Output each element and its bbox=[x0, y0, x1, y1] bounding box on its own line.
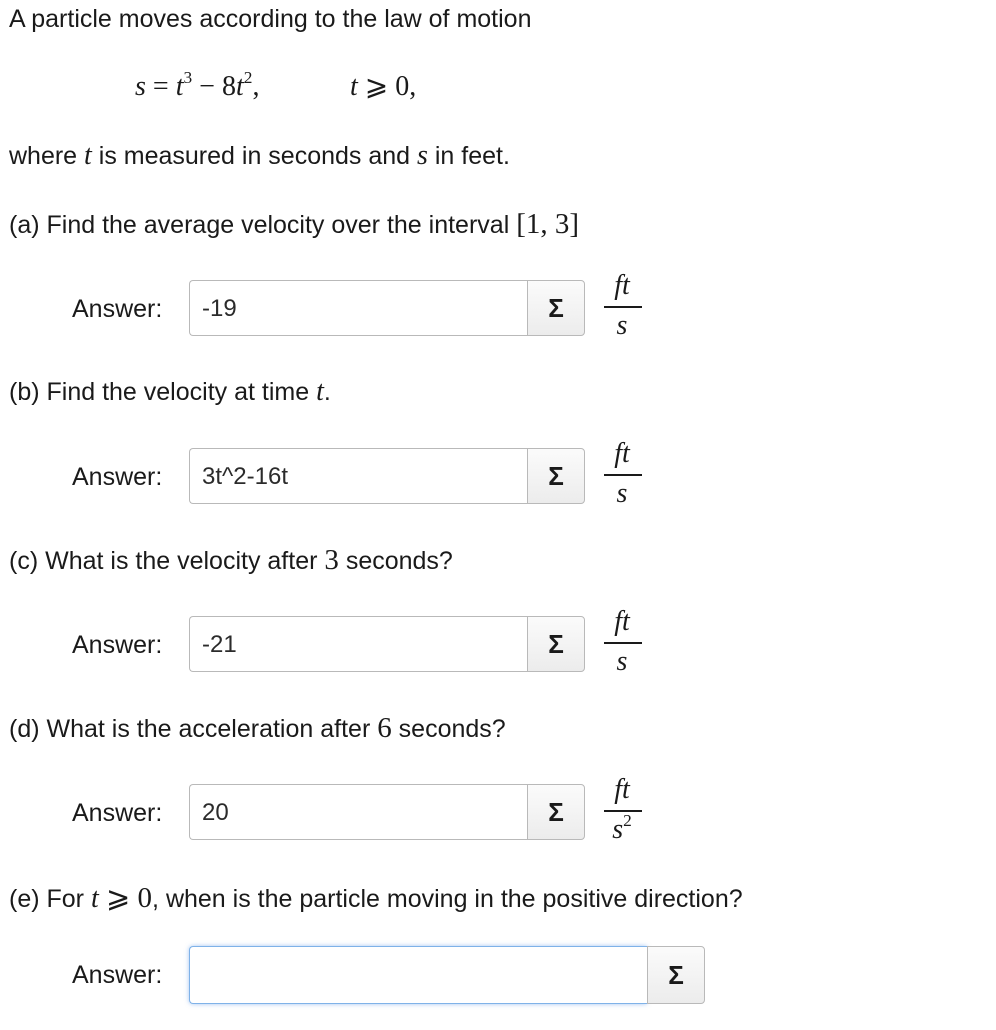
domain-condition bbox=[350, 70, 416, 104]
law-of-motion-equation bbox=[135, 67, 260, 104]
where-mid: is measured in seconds and bbox=[91, 142, 418, 170]
question-b-text: (b) Find the velocity at time bbox=[9, 378, 317, 406]
unit-c-numerator: ft bbox=[614, 606, 630, 637]
question-d-suffix: seconds? bbox=[391, 715, 506, 743]
answer-b-input[interactable]: 3t^2-16t bbox=[189, 448, 527, 504]
answer-a-unit bbox=[602, 270, 642, 350]
question-b-var: t bbox=[316, 376, 324, 407]
cond-t: t bbox=[350, 71, 358, 102]
question-a-text: (a) Find the average velocity over the interval bbox=[9, 211, 517, 239]
unit-b-fraction-bar bbox=[604, 474, 642, 476]
answer-a-sigma-button[interactable]: Σ bbox=[527, 280, 585, 336]
unit-c-denominator: s bbox=[616, 646, 628, 677]
question-c bbox=[9, 545, 453, 576]
unit-c-fraction-bar bbox=[604, 642, 642, 644]
answer-b-label: Answer: bbox=[72, 463, 163, 491]
unit-d-den-exp: 2 bbox=[623, 810, 632, 830]
answer-e-label: Answer: bbox=[72, 961, 163, 989]
answer-c-unit bbox=[602, 606, 642, 686]
unit-a-denominator: s bbox=[616, 310, 628, 341]
question-e-prefix: (e) For bbox=[9, 885, 91, 913]
answer-d-unit bbox=[602, 774, 642, 854]
answer-c-sigma-button[interactable]: Σ bbox=[527, 616, 585, 672]
answer-b-unit bbox=[602, 438, 642, 518]
question-d bbox=[9, 713, 506, 744]
question-e bbox=[9, 883, 743, 914]
answer-d-sigma-button[interactable]: Σ bbox=[527, 784, 585, 840]
question-c-suffix: seconds? bbox=[338, 547, 453, 575]
unit-d-den-s: s bbox=[612, 814, 624, 845]
question-a bbox=[9, 209, 579, 240]
where-suffix: in feet. bbox=[427, 142, 510, 170]
unit-b-denominator: s bbox=[616, 478, 628, 509]
question-a-interval: [1, 3] bbox=[516, 208, 580, 240]
question-c-text: (c) What is the velocity after bbox=[9, 547, 325, 575]
answer-a-input[interactable]: -19 bbox=[189, 280, 527, 336]
unit-b-numerator: ft bbox=[614, 438, 630, 469]
answer-d-input[interactable]: 20 bbox=[189, 784, 527, 840]
question-c-number: 3 bbox=[324, 544, 339, 576]
eq-t: t bbox=[175, 71, 184, 102]
unit-a-numerator: ft bbox=[614, 270, 630, 301]
question-e-condition: ⩾ 0 bbox=[98, 882, 153, 914]
unit-d-numerator: ft bbox=[614, 774, 630, 805]
eq-comma: , bbox=[252, 71, 260, 102]
cond-rest: ⩾ 0, bbox=[357, 71, 417, 102]
where-s: s bbox=[417, 140, 428, 171]
eq-t2: t bbox=[235, 71, 244, 102]
question-e-text: , when is the particle moving in the positive direction? bbox=[152, 885, 743, 913]
eq-exp3: 3 bbox=[183, 67, 193, 87]
unit-d-denominator bbox=[602, 810, 642, 846]
answer-e-sigma-button[interactable]: Σ bbox=[647, 946, 705, 1004]
answer-b-sigma-button[interactable]: Σ bbox=[527, 448, 585, 504]
where-t: t bbox=[84, 140, 92, 171]
eq-equals: = bbox=[145, 71, 176, 102]
answer-a-label: Answer: bbox=[72, 295, 163, 323]
answer-c-input[interactable]: -21 bbox=[189, 616, 527, 672]
question-d-text: (d) What is the acceleration after bbox=[9, 715, 378, 743]
problem-intro: A particle moves according to the law of motion bbox=[9, 5, 532, 33]
units-description bbox=[9, 141, 510, 171]
question-b bbox=[9, 377, 331, 407]
answer-c-label: Answer: bbox=[72, 631, 163, 659]
eq-minus: − 8 bbox=[192, 71, 236, 102]
answer-e-input[interactable] bbox=[189, 946, 647, 1004]
question-b-suffix: . bbox=[323, 378, 331, 406]
question-e-var: t bbox=[90, 883, 99, 914]
answer-d-label: Answer: bbox=[72, 799, 163, 827]
eq-s: s bbox=[135, 71, 146, 102]
eq-exp2: 2 bbox=[243, 67, 253, 87]
question-d-number: 6 bbox=[377, 712, 392, 744]
where-prefix: where bbox=[9, 142, 85, 170]
unit-a-fraction-bar bbox=[604, 306, 642, 308]
